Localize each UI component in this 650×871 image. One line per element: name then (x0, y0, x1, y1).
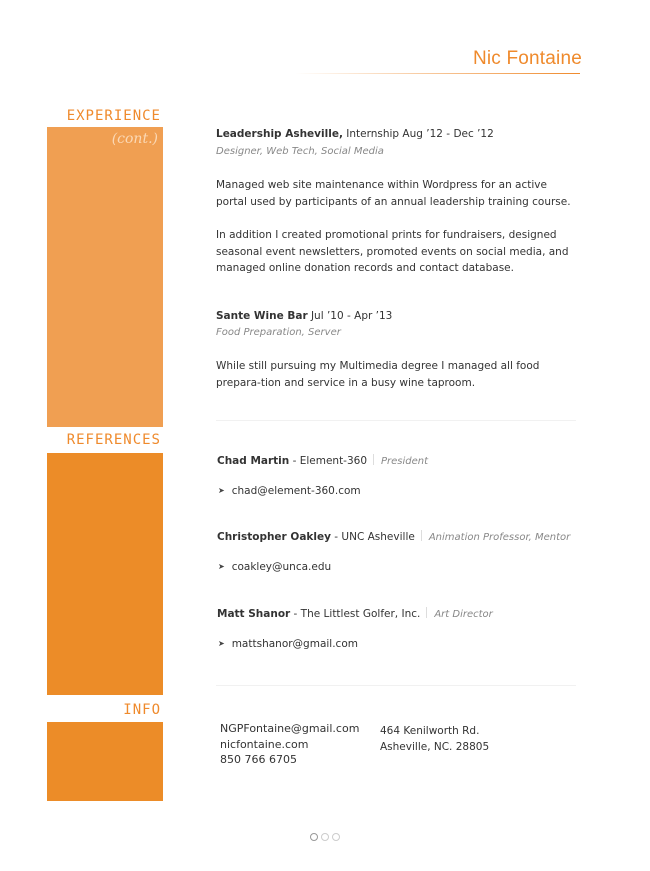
reference-contact (218, 638, 358, 650)
reference-email[interactable]: chad@element-360.com (231, 485, 361, 497)
reference-contact (218, 485, 361, 497)
info-email[interactable]: NGPFontaine@gmail.com (220, 722, 360, 735)
experience-entry-heading (216, 128, 494, 140)
resume-name: Nic Fontaine (472, 48, 582, 69)
experience-entry-heading (216, 310, 392, 322)
reference-org: - The Littlest Golfer, Inc. (290, 608, 421, 620)
experience-role: Designer, Web Tech, Social Media (216, 146, 384, 157)
references-bar (47, 453, 163, 695)
separator (373, 454, 374, 465)
section-divider (216, 420, 576, 421)
experience-dates: Internship Aug ’12 - Dec ’12 (342, 128, 494, 140)
experience-description: While still pursuing my Multimedia degree I managed all food prepara-tion and service in a busy wine taproom. (216, 360, 540, 389)
info-phone: 850 766 6705 (220, 753, 297, 766)
arrow-bullet-icon: ➤ (218, 562, 225, 571)
section-title-references: REFERENCES (66, 432, 161, 448)
arrow-bullet-icon: ➤ (218, 486, 225, 495)
pagination-dots (310, 826, 343, 845)
info-website[interactable]: nicfontaine.com (220, 738, 309, 751)
page-dot[interactable] (321, 833, 329, 841)
info-address-line1: 464 Kenilworth Rd. (380, 725, 480, 737)
experience-continued-label: (cont.) (111, 131, 158, 147)
reference-contact (218, 561, 331, 573)
reference-name: Matt Shanor (217, 608, 291, 620)
section-divider (216, 685, 576, 686)
reference-heading (217, 607, 493, 620)
info-address-line2: Asheville, NC. 28805 (380, 741, 490, 753)
reference-heading (217, 454, 428, 467)
section-title-info: INFO (123, 702, 161, 718)
reference-title: Art Director (434, 609, 493, 620)
reference-name: Christopher Oakley (217, 531, 331, 543)
experience-role: Food Preparation, Server (216, 327, 341, 338)
arrow-bullet-icon: ➤ (218, 639, 225, 648)
separator (426, 607, 427, 618)
experience-description: Managed web site maintenance within Wordpress for an active portal used by participants of an annual leadership training course. (216, 179, 571, 208)
experience-employer: Leadership Asheville, (216, 128, 343, 140)
reference-title: Animation Professor, Mentor (428, 532, 571, 543)
separator (421, 530, 422, 541)
reference-org: - Element-360 (289, 455, 368, 467)
section-title-experience: EXPERIENCE (66, 108, 161, 124)
reference-name: Chad Martin (217, 455, 290, 467)
experience-dates: Jul ’10 - Apr ’13 (307, 310, 393, 322)
reference-org: - UNC Asheville (330, 531, 415, 543)
page-dot[interactable] (310, 833, 318, 841)
reference-email[interactable]: mattshanor@gmail.com (231, 638, 358, 650)
info-bar (47, 722, 163, 801)
page-dot[interactable] (332, 833, 340, 841)
reference-heading (217, 530, 570, 543)
reference-email[interactable]: coakley@unca.edu (231, 561, 332, 573)
experience-bar (47, 127, 163, 427)
name-underline (295, 73, 580, 74)
reference-title: President (381, 456, 429, 467)
experience-description: In addition I created promotional prints for fundraisers, designed seasonal event newsletters, promoted events on social media, and managed online donation records and contact database. (216, 229, 569, 274)
experience-employer: Sante Wine Bar (216, 310, 308, 322)
